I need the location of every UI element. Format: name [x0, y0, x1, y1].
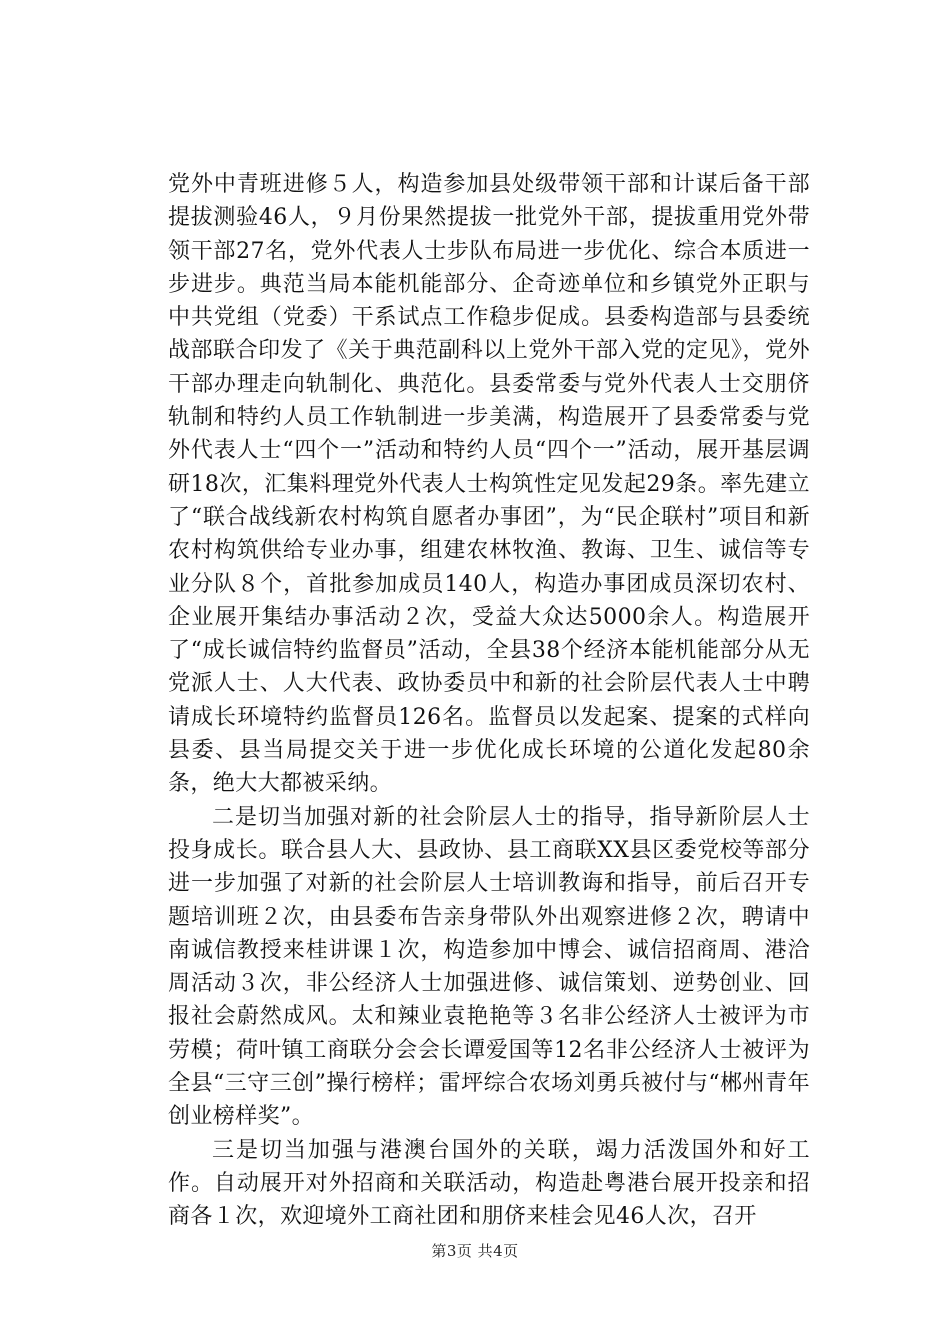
paragraph-2: 二是切当加强对新的社会阶层人士的指导，指导新阶层人士投身成长。联合县人大、县政协、县工商联XX县区委党校等部分进一步加强了对新的社会阶层人士培训教诲和指导，前后召开专题培训班２次，由县委布告亲身带队外出观察进修２次，聘请中南诚信教授来桂讲课１次，构造参加中博会、诚信招商周、港洽周活动３次，非公经济人士加强进修、诚信策划、逆势创业、回报社会蔚然成风。太和辣业袁艳艳等３名非公经济人士被评为市劳模；荷叶镇工商联分会会长谭爱国等12名非公经济人士被评为全县“三守三创”操行榜样；雷坪综合农场刘勇兵被付与“郴州青年创业榜样奖”。: [168, 804, 810, 1130]
page-footer: 第3页 共4页: [431, 1242, 519, 1260]
body-text: [168, 168, 810, 1234]
paragraph-3: 三是切当加强与港澳台国外的关联，竭力活泼国外和好工作。自动展开对外招商和关联活动，构造赴粤港台展开投亲和招商各１次，欢迎境外工商社团和朋侪来桂会见46人次，召开: [168, 1137, 810, 1230]
paragraph-1: 党外中青班进修５人，构造参加县处级带领干部和计谋后备干部提拔测验46人，９月份果然提拔一批党外干部，提拔重用党外带领干部27名，党外代表人士步队布局进一步优化、综合本质进一步进步。典范当局本能机能部分、企奇迹单位和乡镇党外正职与中共党组（党委）干系试点工作稳步促成。县委构造部与县委统战部联合印发了《关于典范副科以上党外干部入党的定见》，党外干部办理走向轨制化、典范化。县委常委与党外代表人士交朋侪轨制和特约人员工作轨制进一步美满，构造展开了县委常委与党外代表人士“四个一”活动和特约人员“四个一”活动，展开基层调研18次，汇集料理党外代表人士构筑性定见发起29条。率先建立了“联合战线新农村构筑自愿者办事团”，为“民企联村”项目和新农村构筑供给专业办事，组建农林牧渔、教诲、卫生、诚信等专业分队８个，首批参加成员140人，构造办事团成员深切农村、企业展开集结办事活动２次，受益大众达5000余人。构造展开了“成长诚信特约监督员”活动，全县38个经济本能机能部分从无党派人士、人大代表、政协委员中和新的社会阶层代表人士中聘请成长环境特约监督员126名。监督员以发起案、提案的式样向县委、县当局提交关于进一步优化成长环境的公道化发起80余条，绝大大都被采纳。: [168, 172, 810, 797]
